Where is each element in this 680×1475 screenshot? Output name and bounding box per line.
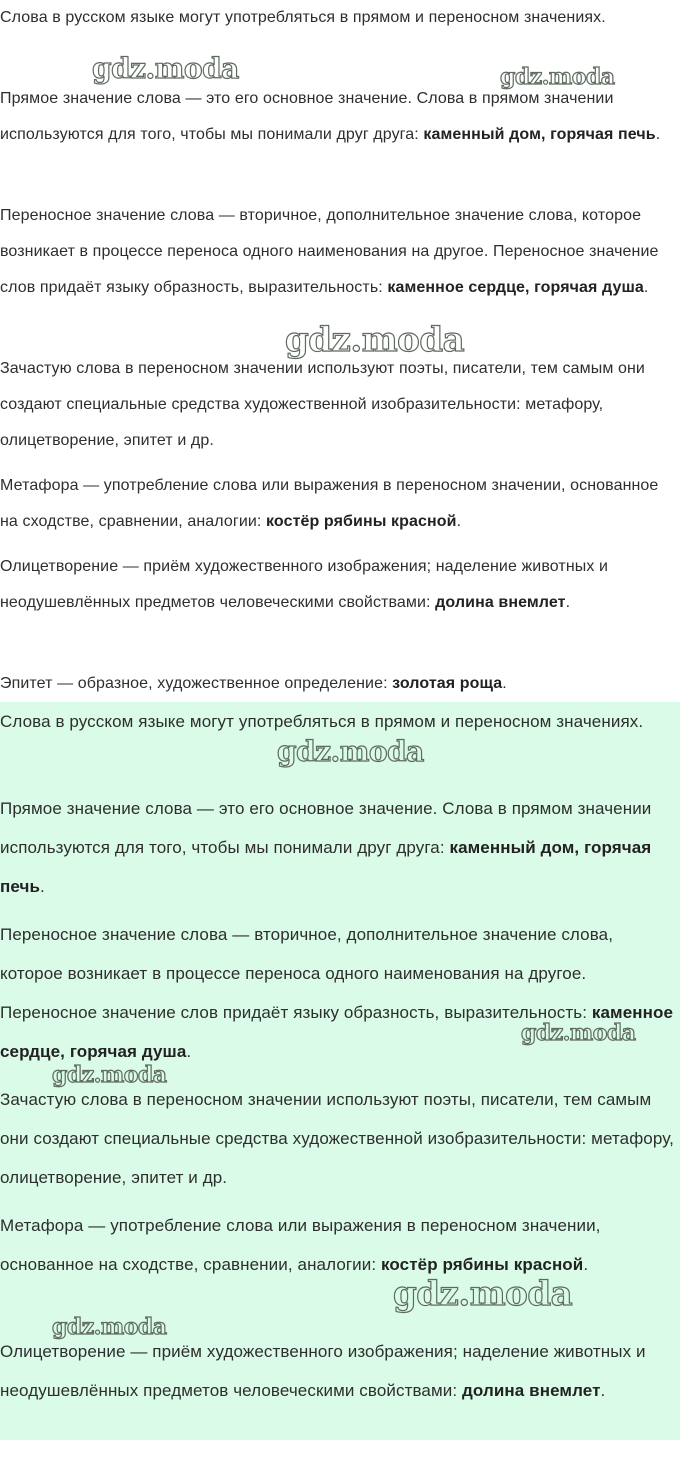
paragraph-direct-meaning: Прямое значение слова — это его основное значение. Слова в прямом значении используются для того, чтобы мы понимали друг друга: каменный дом, горячая печь. bbox=[0, 90, 661, 143]
example-personification: долина внемлет bbox=[435, 594, 566, 611]
paragraph-metaphor: Метафора — употребление слова или выражения в переносном значении, основанное на сходстве, сравнении, аналогии: костёр рябины красной. bbox=[0, 1216, 601, 1274]
paragraph-personification: Олицетворение — приём художественного изображения; наделение животных и неодушевлённых предметов человеческими свойствами: долина внемлет. bbox=[0, 1342, 646, 1400]
paragraph-intro: Слова в русском языке могут употребляться в прямом и переносном значениях. bbox=[0, 9, 606, 26]
example-metaphor: костёр рябины красной bbox=[381, 1255, 584, 1274]
paragraph-poets: Зачастую слова в переносном значении используют поэты, писатели, тем самым они создают специальные средства художественной изобразительности: метафору, олицетворение, эпитет и др. bbox=[0, 360, 645, 449]
paragraph-personification: Олицетворение — приём художественного изображения; наделение животных и неодушевлённых предметов человеческими свойствами: долина внемлет. bbox=[0, 558, 609, 611]
text-block-highlighted bbox=[0, 702, 680, 1440]
paragraph-direct-meaning: Прямое значение слова — это его основное значение. Слова в прямом значении используются для того, чтобы мы понимали друг друга: каменный дом, горячая печь. bbox=[0, 799, 652, 896]
example-direct: каменный дом, горячая печь bbox=[423, 126, 656, 143]
example-direct: каменный дом, горячая печь bbox=[0, 838, 652, 896]
example-figurative: каменное сердце, горячая душа bbox=[0, 1003, 674, 1061]
example-epithet: золотая роща bbox=[392, 675, 503, 692]
paragraph-poets: Зачастую слова в переносном значении используют поэты, писатели, тем самым они создают специальные средства художественной изобразительности: метафору, олицетворение, эпитет и др. bbox=[0, 1090, 674, 1187]
paragraph-figurative-meaning: Переносное значение слова — вторичное, дополнительное значение слова, которое возникает в процессе переноса одного наименования на другое. Переносное значение слов придаёт языку образность, выразительность: каменное сердце, горячая душа. bbox=[0, 925, 674, 1061]
example-figurative: каменное сердце, горячая душа bbox=[387, 279, 644, 296]
example-personification: долина внемлет bbox=[462, 1381, 601, 1400]
example-metaphor: костёр рябины красной bbox=[266, 513, 457, 530]
text-block-plain bbox=[0, 0, 680, 702]
paragraph-figurative-meaning: Переносное значение слова — вторичное, дополнительное значение слова, которое возникает в процессе переноса одного наименования на другое. Переносное значение слов придаёт языку образность, выразительность: каменное сердце, горячая душа. bbox=[0, 207, 659, 296]
paragraph-metaphor: Метафора — употребление слова или выражения в переносном значении, основанное на сходстве, сравнении, аналогии: костёр рябины красной. bbox=[0, 477, 659, 530]
paragraph-epithet: Эпитет — образное, художественное определение: золотая роща. bbox=[0, 675, 507, 692]
paragraph-intro: Слова в русском языке могут употребляться в прямом и переносном значениях. bbox=[0, 712, 644, 731]
